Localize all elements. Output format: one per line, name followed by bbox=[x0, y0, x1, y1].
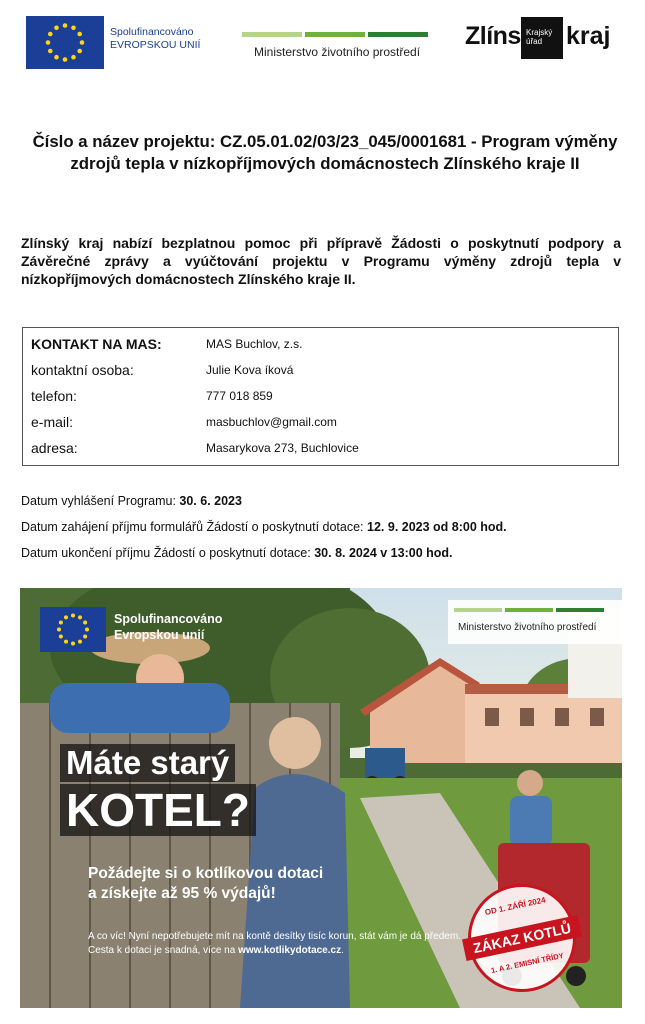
contact-label: e-mail: bbox=[31, 414, 74, 430]
eu-flag-logo bbox=[26, 16, 104, 69]
contact-label: telefon: bbox=[31, 388, 77, 404]
contact-box bbox=[22, 327, 619, 466]
project-title: Číslo a název projektu: CZ.05.01.02/03/23_045/0001681 - Program výměny zdrojů tepla v nízkopříjmových domácnostech Zlínského kraje II bbox=[32, 132, 618, 173]
stamp-main-text: ZÁKAZ KOTLŮ bbox=[462, 915, 582, 961]
poster-small-text bbox=[88, 930, 468, 958]
poster-eu-text bbox=[114, 611, 222, 643]
stamp-emission-classes: 1. A 2. EMISNÍ TŘÍDY bbox=[490, 950, 565, 976]
contact-row bbox=[23, 384, 618, 410]
kotlikova-dotace-poster bbox=[20, 588, 622, 1008]
ministry-name: Ministerstvo životního prostředí bbox=[254, 45, 421, 59]
zk-box bbox=[521, 17, 563, 59]
header-logos bbox=[0, 0, 645, 80]
zk-box-line2: úřad bbox=[526, 37, 543, 46]
contact-address: Masarykova 273, Buchlovice bbox=[206, 441, 359, 455]
poster-ministry-logo bbox=[448, 600, 622, 644]
date-announcement bbox=[21, 494, 242, 508]
contact-phone: 777 018 859 bbox=[206, 389, 273, 403]
date-label: Datum vyhlášení Programu: bbox=[21, 494, 180, 508]
poster-website-link[interactable]: www.kotlikydotace.cz bbox=[238, 945, 342, 956]
contact-email: masbuchlov@gmail.com bbox=[206, 415, 337, 429]
poster-question-line1: Máte starý bbox=[60, 744, 235, 782]
contact-label: adresa: bbox=[31, 440, 78, 456]
contact-row bbox=[23, 436, 618, 462]
contact-row bbox=[23, 332, 618, 358]
date-label: Datum zahájení příjmu formulářů Žádostí o poskytnutí dotace: bbox=[21, 520, 368, 534]
zlinsky-kraj-logo bbox=[465, 14, 615, 60]
date-end bbox=[21, 546, 453, 560]
poster-offer-line2: a získejte až 95 % výdajů! bbox=[88, 885, 276, 902]
contact-row bbox=[23, 410, 618, 436]
contact-person: Julie Kova íková bbox=[206, 363, 294, 377]
poster-eu-line2: Evropskou unií bbox=[114, 628, 205, 642]
ministry-logo bbox=[240, 30, 430, 66]
eu-cofinance-text bbox=[110, 26, 200, 52]
poster-small-end: . bbox=[341, 945, 344, 956]
eu-stars-icon bbox=[26, 16, 104, 69]
zk-word2: kraj bbox=[566, 22, 611, 50]
date-value: 30. 8. 2024 v 13:00 hod. bbox=[314, 546, 453, 560]
date-label: Datum ukončení příjmu Žádostí o poskytnutí dotace: bbox=[21, 546, 315, 560]
poster-eu-line1: Spolufinancováno bbox=[114, 612, 223, 626]
eu-text-line1: Spolufinancováno bbox=[110, 26, 194, 38]
contact-organization: MAS Buchlov, z.s. bbox=[206, 337, 303, 351]
date-value: 12. 9. 2023 od 8:00 hod. bbox=[367, 520, 507, 534]
contact-label: kontaktní osoba: bbox=[31, 362, 134, 378]
eu-text-line2: EVROPSKOU UNIÍ bbox=[110, 39, 201, 51]
zk-box-line1: Krajský bbox=[526, 28, 553, 37]
stamp-date: OD 1. ZÁŘÍ 2024 bbox=[484, 895, 547, 918]
zk-word1: Zlíns bbox=[465, 22, 521, 50]
eu-stars-icon bbox=[40, 607, 106, 652]
poster-question-line2: KOTEL? bbox=[60, 784, 256, 836]
intro-paragraph: Zlínský kraj nabízí bezplatnou pomoc při přípravě Žádosti o poskytnutí podpory a Závěrečné zprávy a vyúčtování projektu v Programu výměny zdrojů tepla v nízkopříjmových domácnostech Zlínského kraje II. bbox=[21, 235, 621, 287]
date-value: 30. 6. 2023 bbox=[179, 494, 242, 508]
poster-small-body: A co víc! Nyní nepotřebujete mít na kontě desítky tisíc korun, stát vám je dá předem. Cesta k dotaci je snadná, více na bbox=[88, 931, 461, 956]
poster-eu-flag bbox=[40, 607, 106, 652]
poster-ministry-name: Ministerstvo životního prostředí bbox=[458, 622, 597, 633]
poster-offer bbox=[88, 864, 323, 904]
poster-offer-line1: Požádejte si o kotlíkovou dotaci bbox=[88, 865, 324, 882]
date-start bbox=[21, 520, 507, 534]
contact-heading: KONTAKT NA MAS: bbox=[31, 336, 162, 352]
contact-row bbox=[23, 358, 618, 384]
